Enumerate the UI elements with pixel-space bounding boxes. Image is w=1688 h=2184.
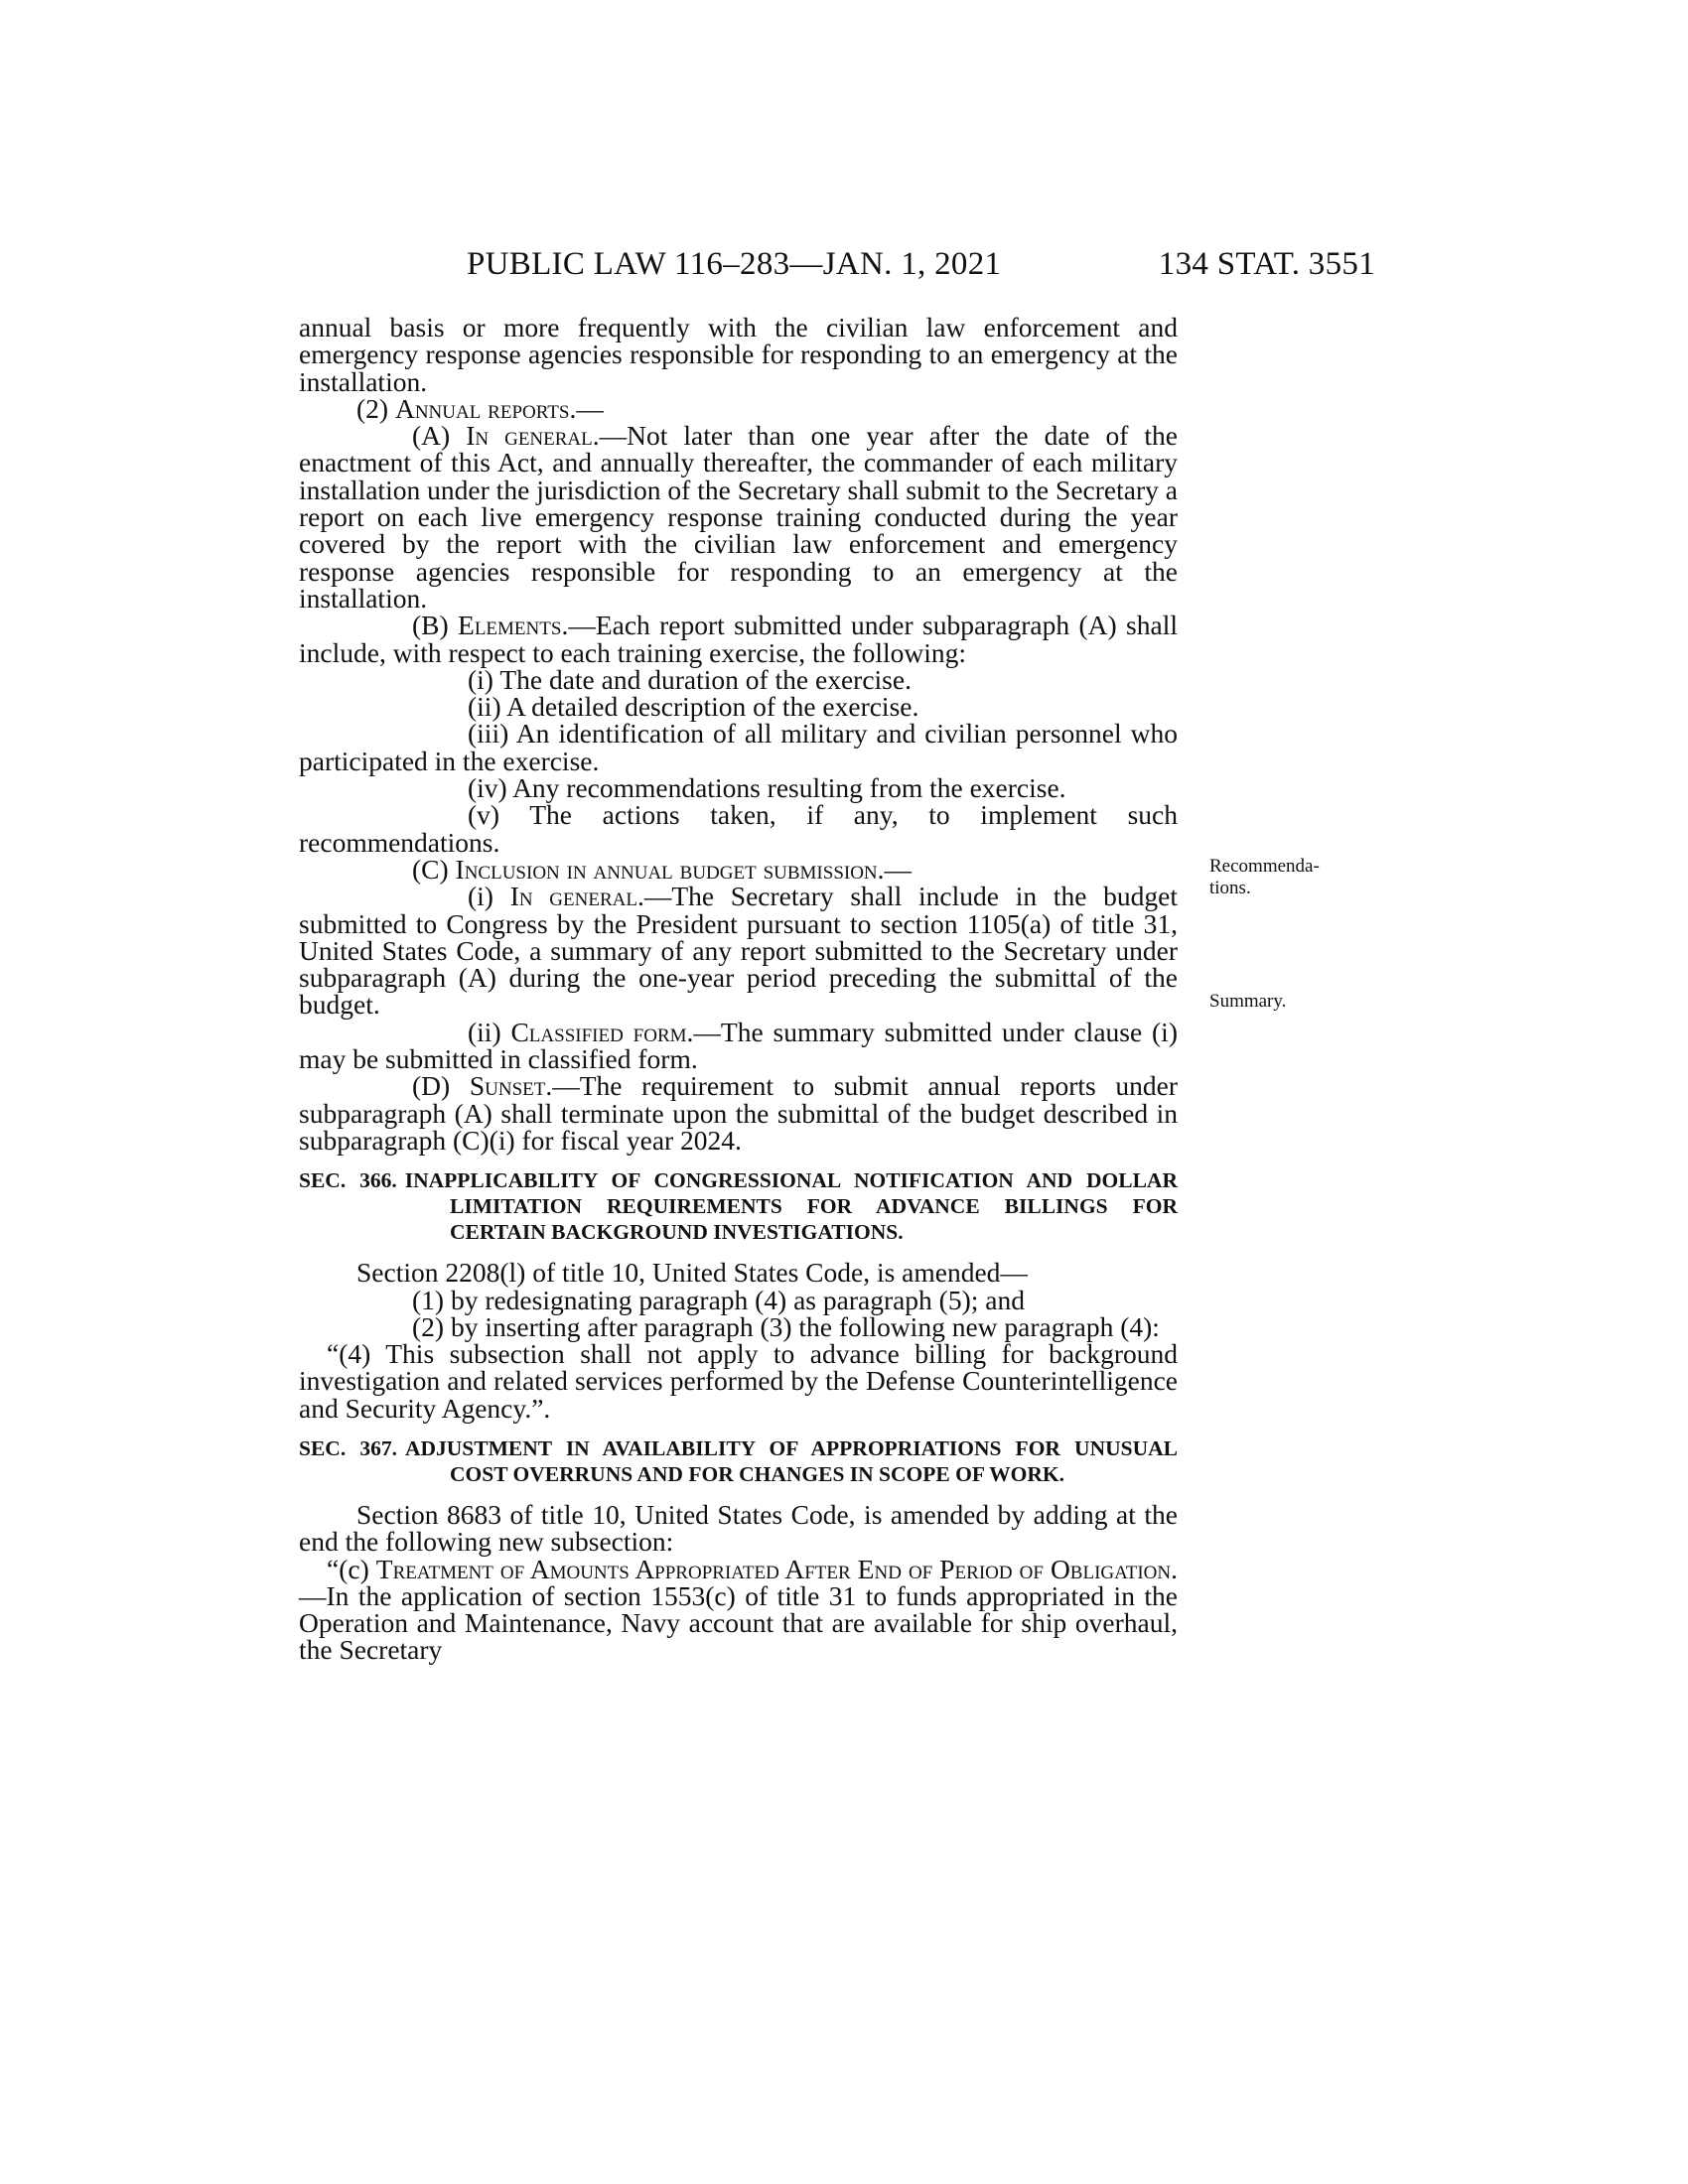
subparagraph-label: (D) — [412, 1070, 470, 1102]
clause-heading: In general — [509, 881, 637, 912]
section-title: ADJUSTMENT IN AVAILABILITY OF APPROPRIATIONS FOR UNUSUAL COST OVERRUNS AND FOR CHANGES IN SCOPE OF WORK. — [404, 1435, 1178, 1486]
running-header — [298, 246, 1375, 292]
header-page-ref: 134 STAT. 3551 — [1158, 246, 1375, 282]
subparagraph-c — [299, 853, 1178, 885]
quote-text: .—In the application of section 1553(c) of title 31 to funds appropriated in the Operation and Maintenance, Navy account that are available for ship overhaul, the Secretary — [299, 1553, 1178, 1666]
subparagraph-text: .—Not later than one year after the date of the enactment of this Act, and annually thereafter, the commander of each military installation under the jurisdiction of the Secretary shall submit to the Secretary a report on each live emergency response training conducted during the year covered by the report with the civilian law enforcement and emergency response agencies responsible for responding to an emergency at the installation. — [299, 420, 1178, 614]
clause-label: (i) — [468, 881, 510, 912]
quote-label: “(c) — [327, 1553, 376, 1584]
section-366-item-1: (1) by redesignating paragraph (4) as paragraph (5); and — [412, 1284, 1025, 1315]
section-title: INAPPLICABILITY OF CONGRESSIONAL NOTIFICATION AND DOLLAR LIMITATION REQUIREMENTS FOR ADVANCE BILLINGS FOR CERTAIN BACKGROUND INVESTIGATIONS. — [404, 1168, 1178, 1245]
clause-c-ii — [299, 1016, 1178, 1075]
subparagraph-label: (A) — [412, 420, 467, 452]
section-366-item-2: (2) by inserting after paragraph (3) the following new paragraph (4): — [412, 1310, 1160, 1342]
subparagraph-heading: Sunset — [469, 1070, 546, 1102]
subparagraph-b — [299, 612, 1178, 666]
subparagraph-heading: Inclusion in annual budget submission — [455, 853, 878, 885]
clause-label: (ii) — [468, 1016, 511, 1047]
clause-b-iii: (iii) An identification of all military and civilian personnel who participated in the exercise. — [299, 718, 1178, 776]
subparagraph-heading: Elements — [458, 610, 562, 641]
subparagraph-label: (B) — [412, 610, 459, 641]
section-367-heading — [299, 1435, 1178, 1487]
clause-b-i: (i) The date and duration of the exercise. — [468, 663, 912, 695]
subparagraph-text: .—Each report submitted under subparagraph (A) shall include, with respect to each training exercise, the following: — [299, 610, 1178, 668]
clause-b-v: (v) The actions taken, if any, to implement such recommendations. — [299, 799, 1178, 858]
margin-note-recommendations: Recommenda- tions. — [1209, 856, 1320, 898]
paragraph-label: (2) — [356, 392, 395, 424]
clause-heading: Classified form — [510, 1016, 687, 1047]
paragraph-2 — [299, 392, 1178, 424]
section-367-intro: Section 8683 of title 10, United States Code, is amended by adding at the end the following new subsection: — [299, 1498, 1178, 1558]
subparagraph-d — [299, 1072, 1178, 1154]
heading-dash: .— — [877, 853, 913, 885]
section-367-quoted-text — [299, 1553, 1178, 1666]
clause-b-ii: (ii) A detailed description of the exercise. — [468, 691, 919, 723]
heading-dash: .— — [569, 392, 604, 424]
section-366-heading — [299, 1167, 1178, 1245]
section-number: SEC. 366. — [299, 1168, 397, 1193]
subparagraph-label: (C) — [412, 853, 456, 885]
margin-note-summary: Summary. — [1209, 991, 1287, 1012]
header-title: PUBLIC LAW 116–283—JAN. 1, 2021 — [467, 246, 1002, 282]
section-366-quoted-text: “(4) This subsection shall not apply to advance billing for background investigation and related services performed by the Defense Counterintelligence and Security Agency.”. — [299, 1338, 1178, 1424]
paragraph-heading: Annual reports — [394, 392, 570, 424]
body-text — [299, 314, 1178, 1664]
paragraph-continuation: annual basis or more frequently with the civilian law enforcement and emergency response agencies responsible for responding to an emergency at the installation. — [299, 312, 1178, 397]
clause-text: .—The Secretary shall include in the budget submitted to Congress by the President pursuant to section 1105(a) of title 31, United States Code, a summary of any report submitted to the Secretary under subparagraph (A) during the one-year period preceding the submittal of the budget. — [299, 881, 1178, 1021]
clause-b-iv: (iv) Any recommendations resulting from the exercise. — [468, 772, 1066, 804]
clause-text: .—The summary submitted under clause (i) may be submitted in classified form. — [299, 1016, 1178, 1075]
subparagraph-a — [299, 422, 1178, 612]
section-number: SEC. 367. — [299, 1435, 397, 1460]
clause-c-i — [299, 881, 1178, 1021]
quote-heading: Treatment of Amounts Appropriated After End of Period of Obligation — [375, 1553, 1172, 1584]
subparagraph-text: .—The requirement to submit annual reports under subparagraph (A) shall terminate upon the submittal of the budget described in subparagraph (C)(i) for fiscal year 2024. — [299, 1070, 1178, 1156]
section-366-intro: Section 2208(l) of title 10, United States Code, is amended— — [356, 1257, 1028, 1289]
subparagraph-heading: In general — [466, 420, 593, 452]
